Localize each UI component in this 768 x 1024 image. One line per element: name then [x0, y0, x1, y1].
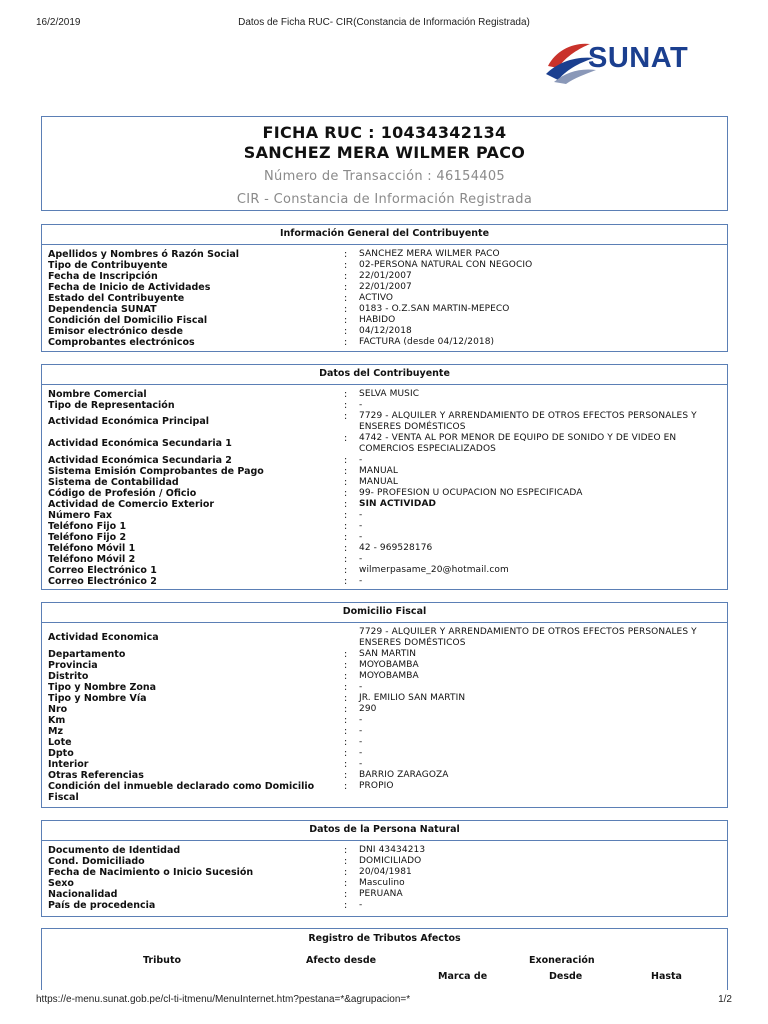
field-row: [48, 521, 727, 532]
section-heading: Registro de Tributos Afectos: [308, 933, 461, 944]
field-value: JR. EMILIO SAN MARTIN: [359, 693, 466, 703]
field-row: [48, 554, 727, 565]
print-page-count: 1/2: [718, 994, 732, 1005]
field-label: Tipo de Representación: [48, 400, 175, 411]
domicilio-fiscal-rows: [42, 623, 727, 803]
field-label: Tipo y Nombre Zona: [48, 682, 157, 693]
col-marca-de: Marca de: [438, 971, 488, 982]
field-label: Nombre Comercial: [48, 389, 147, 400]
col-afecto-desde: Afecto desde: [306, 955, 377, 966]
field-colon: :: [344, 781, 348, 792]
field-row: [48, 337, 727, 348]
field-row: [48, 315, 727, 326]
field-colon: :: [344, 748, 348, 759]
taxpayer-name-title: SANCHEZ MERA WILMER PACO: [243, 143, 526, 162]
field-row: [48, 737, 727, 748]
field-label: Actividad Economica: [48, 632, 159, 643]
field-value: ACTIVO: [359, 293, 394, 303]
field-value: FACTURA (desde 04/12/2018): [359, 337, 495, 347]
field-colon: :: [344, 411, 348, 422]
field-colon: :: [344, 499, 348, 510]
field-row: [48, 682, 727, 693]
field-value: DOMICILIADO: [359, 856, 422, 866]
field-label: Teléfono Fijo 1: [48, 521, 127, 532]
field-colon: :: [344, 704, 348, 715]
tributos-column-headers: [42, 949, 727, 989]
field-value: HABIDO: [359, 315, 396, 325]
field-colon: :: [344, 770, 348, 781]
field-row: [48, 878, 727, 889]
field-colon: :: [344, 304, 348, 315]
field-colon: :: [344, 271, 348, 282]
field-value: -: [359, 737, 363, 747]
field-colon: :: [344, 759, 348, 770]
field-row: [48, 389, 727, 400]
field-colon: [344, 627, 359, 649]
field-label: Interior: [48, 759, 89, 770]
field-value: -: [359, 715, 363, 725]
field-value: MOYOBAMBA: [359, 660, 419, 670]
field-row: [48, 260, 727, 271]
field-value: -: [359, 510, 363, 520]
print-date: 16/2/2019: [36, 17, 81, 28]
field-label: Teléfono Móvil 1: [48, 543, 136, 554]
field-label: Distrito: [48, 671, 89, 682]
field-label: Estado del Contribuyente: [48, 293, 185, 304]
col-hasta: Hasta: [651, 971, 682, 982]
field-row: [48, 282, 727, 293]
field-value: -: [359, 521, 363, 531]
tributos-section: [41, 928, 728, 990]
field-label: Nro: [48, 704, 68, 715]
field-row: [48, 900, 727, 911]
info-general-section: [41, 224, 728, 352]
field-value: 22/01/2007: [359, 271, 412, 281]
field-row: [48, 671, 727, 682]
field-label: Dpto: [48, 748, 74, 759]
field-colon: :: [344, 878, 348, 889]
field-value: wilmerpasame_20@hotmail.com: [359, 565, 509, 575]
field-label: Número Fax: [48, 510, 113, 521]
field-value: 0183 - O.Z.SAN MARTIN-MEPECO: [359, 304, 510, 314]
field-colon: :: [344, 260, 348, 271]
col-tributo: Tributo: [143, 955, 182, 966]
field-row: [48, 759, 727, 770]
field-row: [48, 510, 727, 521]
field-value: 04/12/2018: [359, 326, 412, 336]
field-label: Mz: [48, 726, 63, 737]
field-label: Departamento: [48, 649, 126, 660]
field-label: Dependencia SUNAT: [48, 304, 157, 315]
persona-natural-section: [41, 820, 728, 917]
field-colon: :: [344, 315, 348, 326]
field-colon: :: [344, 455, 348, 466]
field-value: -: [359, 554, 363, 564]
field-colon: :: [344, 660, 348, 671]
field-row: [48, 466, 727, 477]
field-value: 99- PROFESION U OCUPACION NO ESPECIFICADA: [359, 488, 583, 498]
field-value: 7729 - ALQUILER Y ARRENDAMIENTO DE OTROS EFECTOS PERSONALES Y ENSERES DOMÉSTICOS: [359, 627, 697, 648]
field-value: DNI 43434213: [359, 845, 426, 855]
field-value: PROPIO: [359, 781, 394, 791]
field-colon: :: [344, 532, 348, 543]
field-label: Condición del inmueble declarado como Domicilio Fiscal: [48, 781, 315, 803]
field-colon: :: [344, 682, 348, 693]
field-colon: :: [344, 856, 348, 867]
field-row: [48, 488, 727, 499]
field-label: Actividad Económica Secundaria 2: [48, 455, 232, 466]
field-colon: :: [344, 400, 348, 411]
field-value: PERUANA: [359, 889, 403, 899]
print-url: https://e-menu.sunat.gob.pe/cl-ti-itmenu/MenuInternet.htm?pestana=*&agrupacion=*: [36, 994, 411, 1005]
field-value: 4742 - VENTA AL POR MENOR DE EQUIPO DE SONIDO Y DE VIDEO EN COMERCIOS ESPECIALIZADOS: [359, 433, 677, 454]
field-colon: :: [344, 282, 348, 293]
field-value: 20/04/1981: [359, 867, 412, 877]
field-value: MANUAL: [359, 477, 399, 487]
field-colon: :: [344, 715, 348, 726]
field-value: SAN MARTIN: [359, 649, 417, 659]
field-label: Fecha de Inscripción: [48, 271, 158, 282]
field-row: [48, 715, 727, 726]
print-title: Datos de Ficha RUC- CIR(Constancia de Información Registrada): [238, 17, 530, 28]
field-row: [48, 271, 727, 282]
field-value: MANUAL: [359, 466, 399, 476]
section-heading: Información General del Contribuyente: [42, 225, 727, 245]
field-label: Cond. Domiciliado: [48, 856, 145, 867]
field-label: Provincia: [48, 660, 98, 671]
field-value: BARRIO ZARAGOZA: [359, 770, 449, 780]
field-row: [48, 576, 727, 587]
field-value: 02-PERSONA NATURAL CON NEGOCIO: [359, 260, 533, 270]
field-colon: :: [344, 845, 348, 856]
field-label: Otras Referencias: [48, 770, 144, 781]
field-value: -: [359, 759, 363, 769]
field-label: Actividad de Comercio Exterior: [48, 499, 215, 510]
field-label: Teléfono Fijo 2: [48, 532, 127, 543]
field-row: [48, 499, 727, 510]
field-row: [48, 770, 727, 781]
field-value: 290: [359, 704, 377, 714]
field-value: 22/01/2007: [359, 282, 412, 292]
field-label: Condición del Domicilio Fiscal: [48, 315, 208, 326]
field-value: MOYOBAMBA: [359, 671, 419, 681]
print-footer: [36, 994, 732, 1008]
field-colon: :: [344, 389, 348, 400]
field-colon: :: [344, 554, 348, 565]
field-row: [48, 649, 727, 660]
field-row: [48, 781, 727, 803]
field-label: Km: [48, 715, 66, 726]
field-colon: :: [344, 900, 348, 911]
field-row: [48, 455, 727, 466]
ficha-ruc-title: FICHA RUC : 10434342134: [262, 123, 507, 142]
field-value: -: [359, 455, 363, 465]
field-colon: :: [344, 249, 348, 260]
field-row: [48, 660, 727, 671]
field-colon: :: [344, 466, 348, 477]
field-value: Masculino: [359, 878, 405, 888]
field-label: Comprobantes electrónicos: [48, 337, 195, 348]
field-colon: :: [344, 543, 348, 554]
ficha-title-box: [41, 116, 728, 211]
logo-text: SUNAT: [588, 42, 689, 74]
field-value: -: [359, 576, 363, 586]
field-colon: :: [344, 337, 348, 348]
field-label: Nacionalidad: [48, 889, 118, 900]
field-label: Sexo: [48, 878, 74, 889]
field-colon: :: [344, 488, 348, 499]
field-row: [48, 249, 727, 260]
cir-subtitle: CIR - Constancia de Información Registrada: [236, 192, 533, 207]
field-value: 7729 - ALQUILER Y ARRENDAMIENTO DE OTROS EFECTOS PERSONALES Y ENSERES DOMÉSTICOS: [359, 411, 697, 432]
datos-contribuyente-rows: [42, 385, 727, 587]
field-row: [48, 693, 727, 704]
field-colon: :: [344, 565, 348, 576]
field-colon: :: [344, 889, 348, 900]
field-colon: :: [344, 649, 348, 660]
field-label: Tipo y Nombre Vía: [48, 693, 147, 704]
field-row: [48, 867, 727, 878]
field-colon: :: [344, 867, 348, 878]
domicilio-fiscal-section: [41, 602, 728, 808]
field-label: País de procedencia: [48, 900, 156, 911]
section-heading: Datos del Contribuyente: [42, 365, 727, 385]
persona-natural-rows: [42, 841, 727, 911]
field-label: Actividad Económica Secundaria 1: [48, 438, 232, 449]
field-value: -: [359, 532, 363, 542]
field-label: Correo Electrónico 2: [48, 576, 157, 587]
field-row: [48, 304, 727, 315]
field-value: -: [359, 900, 363, 910]
field-colon: :: [344, 433, 348, 444]
field-label: Documento de Identidad: [48, 845, 181, 856]
field-row: [48, 726, 727, 737]
field-colon: :: [344, 737, 348, 748]
field-row: [48, 411, 727, 433]
field-row: [48, 704, 727, 715]
field-colon: :: [344, 693, 348, 704]
field-row: [48, 400, 727, 411]
col-exoneracion: Exoneración: [529, 955, 595, 966]
field-row: [48, 748, 727, 759]
field-row: [48, 477, 727, 488]
field-colon: :: [344, 726, 348, 737]
field-label: Fecha de Nacimiento o Inicio Sucesión: [48, 867, 254, 878]
field-label: Actividad Económica Principal: [48, 416, 210, 427]
field-value: -: [359, 400, 363, 410]
field-row: [48, 293, 727, 304]
datos-contribuyente-section: [41, 364, 728, 590]
field-label: Correo Electrónico 1: [48, 565, 157, 576]
field-row: [48, 889, 727, 900]
field-value: SELVA MUSIC: [359, 389, 420, 399]
section-heading: Domicilio Fiscal: [42, 603, 727, 623]
field-colon: :: [344, 521, 348, 532]
field-value: SIN ACTIVIDAD: [359, 499, 437, 509]
col-desde: Desde: [549, 971, 583, 982]
sunat-logo: [544, 38, 724, 84]
field-colon: :: [344, 671, 348, 682]
field-label: Emisor electrónico desde: [48, 326, 183, 337]
field-value: 42 - 969528176: [359, 543, 433, 553]
field-row: [48, 433, 727, 455]
field-row: [48, 326, 727, 337]
info-general-rows: [42, 245, 727, 348]
field-row: [48, 543, 727, 554]
field-value: -: [359, 726, 363, 736]
field-row: [48, 856, 727, 867]
field-label: Sistema de Contabilidad: [48, 477, 179, 488]
field-label: Teléfono Móvil 2: [48, 554, 136, 565]
field-row: [48, 845, 727, 856]
field-colon: :: [344, 293, 348, 304]
field-value: SANCHEZ MERA WILMER PACO: [359, 249, 500, 259]
field-value: -: [359, 682, 363, 692]
field-colon: :: [344, 326, 348, 337]
field-row: [48, 532, 727, 543]
field-label: Apellidos y Nombres ó Razón Social: [48, 249, 240, 260]
field-label: Lote: [48, 737, 72, 748]
transaction-number: Número de Transacción : 46154405: [264, 169, 505, 184]
field-label: Sistema Emisión Comprobantes de Pago: [48, 466, 264, 477]
print-header: [36, 17, 732, 31]
field-colon: :: [344, 510, 348, 521]
section-heading: Datos de la Persona Natural: [42, 821, 727, 841]
field-label: Código de Profesión / Oficio: [48, 488, 197, 499]
field-row: [48, 627, 727, 649]
field-colon: :: [344, 576, 348, 587]
field-row: [48, 565, 727, 576]
field-label: Tipo de Contribuyente: [48, 260, 168, 271]
field-colon: :: [344, 477, 348, 488]
field-value: -: [359, 748, 363, 758]
field-label: Fecha de Inicio de Actividades: [48, 282, 211, 293]
